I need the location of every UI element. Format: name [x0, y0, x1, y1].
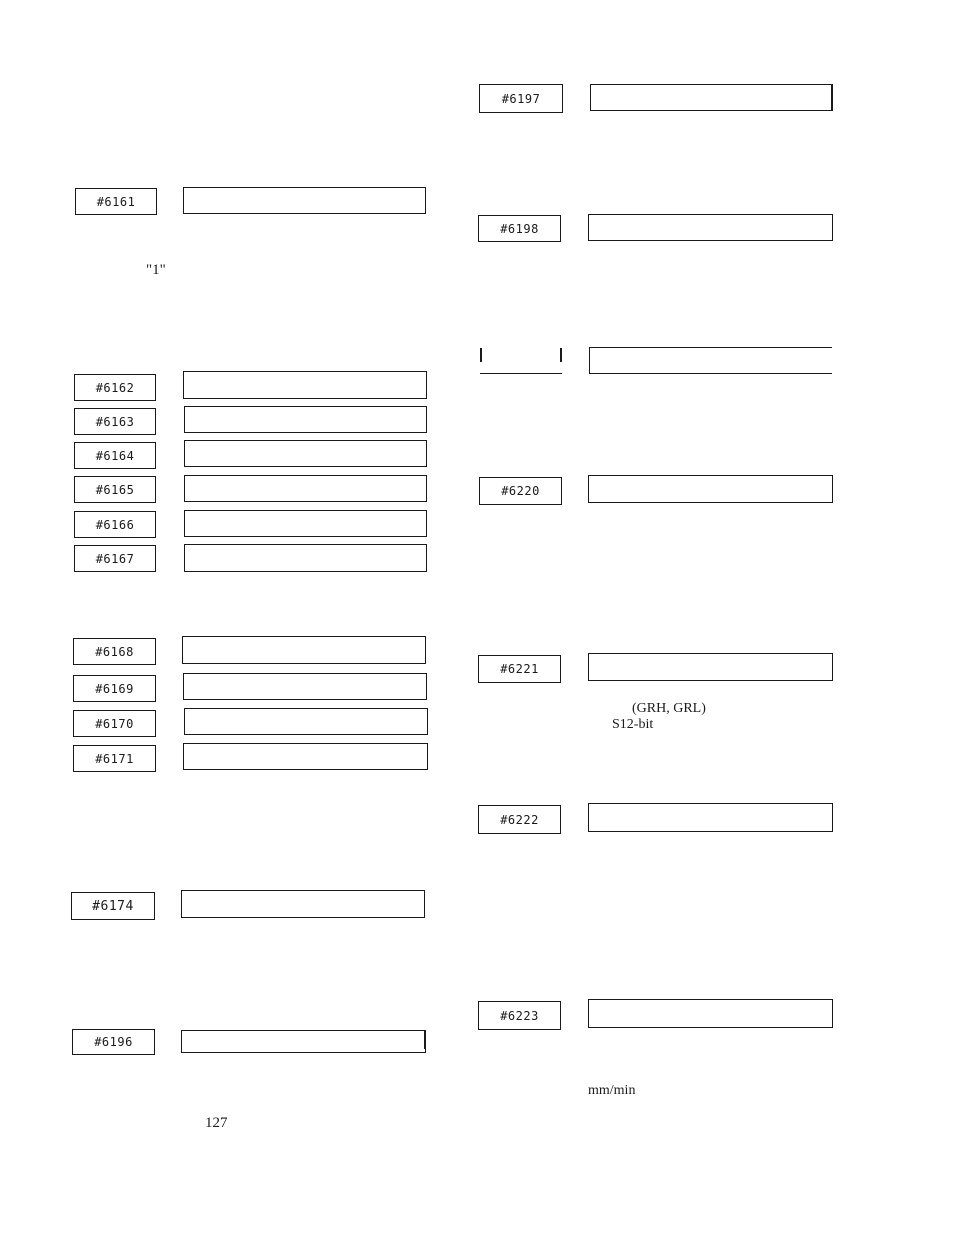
param-6174-tag: #6174	[71, 892, 155, 920]
param-6166-field	[184, 510, 427, 537]
param-6167-tag: #6167	[74, 545, 156, 572]
param-6161-tag: #6161	[75, 188, 157, 215]
grh-grl-note: (GRH, GRL)	[632, 701, 706, 716]
param-6196-tag: #6196	[72, 1029, 155, 1055]
param-6162-tag: #6162	[74, 374, 156, 401]
feed-unit-note: mm/min	[588, 1083, 636, 1098]
param-6165-field	[184, 475, 427, 502]
param-6198-tag: #6198	[478, 215, 561, 242]
param-6221-field	[588, 653, 833, 681]
param-6164-tag: #6164	[74, 442, 156, 469]
param-6163-tag: #6163	[74, 408, 156, 435]
param-6197-tag: #6197	[479, 84, 563, 113]
param-6220-field	[588, 475, 833, 503]
param-6169-tag: #6169	[73, 675, 156, 702]
param-6170-tag: #6170	[73, 710, 156, 737]
param-6223-tag: #6223	[478, 1001, 561, 1030]
param-6174-field	[181, 890, 425, 918]
param-6163-field	[184, 406, 427, 433]
param-6222-tag: #6222	[478, 805, 561, 834]
param-6196-field	[181, 1030, 426, 1053]
param-6168-field	[182, 636, 426, 664]
param-6221-tag: #6221	[478, 655, 561, 683]
param-6166-tag: #6166	[74, 511, 156, 538]
param-6220-tag: #6220	[479, 477, 562, 505]
param-6162-field	[183, 371, 427, 399]
param-6198-field	[588, 214, 833, 241]
param-6171-field	[183, 743, 428, 770]
page-number: 127	[205, 1115, 228, 1131]
param-6165-tag: #6165	[74, 476, 156, 503]
param-6222-field	[588, 803, 833, 832]
param-6169-field	[183, 673, 427, 700]
param-6197-field	[590, 84, 833, 111]
param-6171-tag: #6171	[73, 745, 156, 772]
param-unlabeled-field	[589, 347, 832, 374]
param-6223-field	[588, 999, 833, 1028]
param-6161-field	[183, 187, 426, 214]
param-6164-field	[184, 440, 427, 467]
param-6170-field	[184, 708, 428, 735]
param-6168-tag: #6168	[73, 638, 156, 665]
quoted-one-note: "1"	[146, 262, 166, 278]
param-unlabeled-tag	[480, 348, 562, 374]
s12-bit-note: S12-bit	[612, 717, 654, 732]
param-6167-field	[184, 544, 427, 572]
